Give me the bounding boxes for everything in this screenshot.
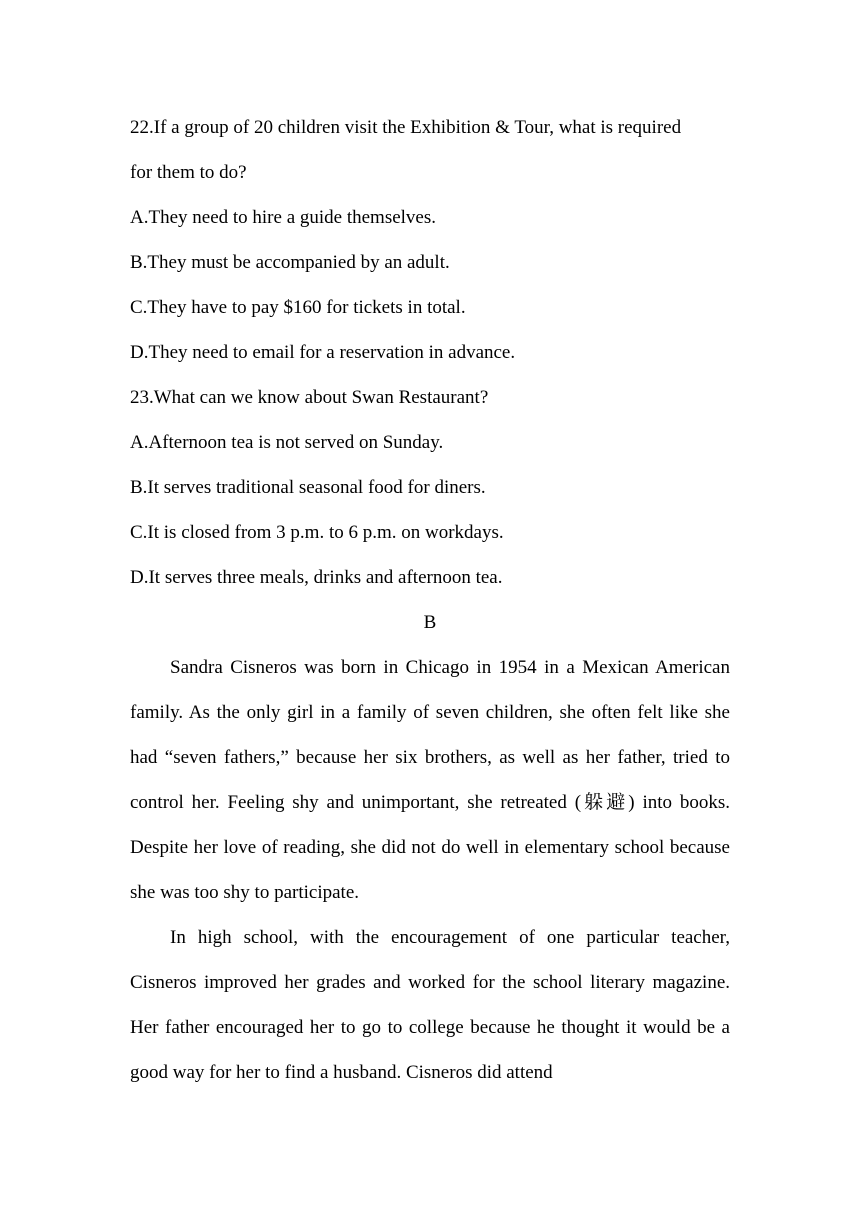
question-23-option-d: D.It serves three meals, drinks and afternoon tea. <box>130 567 503 588</box>
question-22-stem-line-2: for them to do? <box>130 162 247 183</box>
question-22-option-b: B.They must be accompanied by an adult. <box>130 252 450 273</box>
passage-paragraph-1: Sandra Cisneros was born in Chicago in 1954 in a Mexican American family. As the only girl in a family of seven children, she often felt like she had “seven fathers,” because her six brothers, as well as her father, tried to control her. Feeling shy and unimportant, she retreated (躲避) into books. Despite her love of reading, she did not do well in elementary school because she was too shy to participate. <box>130 657 730 903</box>
question-22-option-c: C.They have to pay $160 for tickets in total. <box>130 297 466 318</box>
passage-paragraph-2: In high school, with the encouragement of one particular teacher, Cisneros improved her grades and worked for the school literary magazine. Her father encouraged her to go to college because he thought it would be a good way for her to find a husband. Cisneros did attend <box>130 927 730 1083</box>
section-heading: B <box>423 612 437 633</box>
question-22-option-a: A.They need to hire a guide themselves. <box>130 207 437 228</box>
question-23-option-a: A.Afternoon tea is not served on Sunday. <box>130 432 444 453</box>
document-page <box>130 105 730 1095</box>
question-22-option-d: D.They need to email for a reservation in advance. <box>130 342 516 363</box>
question-23-option-b: B.It serves traditional seasonal food for diners. <box>130 477 486 498</box>
question-22-stem-line-1: 22.If a group of 20 children visit the Exhibition & Tour, what is required <box>130 117 682 138</box>
question-23-option-c: C.It is closed from 3 p.m. to 6 p.m. on workdays. <box>130 522 504 543</box>
question-23-stem: 23.What can we know about Swan Restaurant? <box>130 387 489 408</box>
